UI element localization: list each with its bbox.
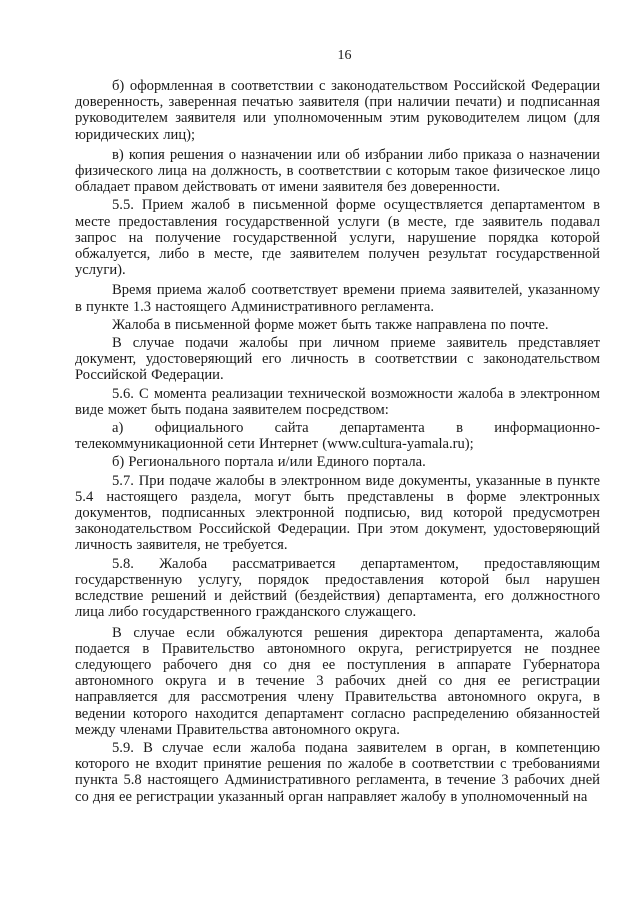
paragraph-5-8: 5.8. Жалоба рассматривается департаментом, предоставляющим государственную услугу, порядок предоставления которой был нарушен вследствие решений и действий (бездействия) департамента, его должностного лица либо государственного гражданского служащего.	[75, 555, 600, 621]
page-number: 16	[337, 48, 352, 63]
paragraph-official-site: а) официального сайта департамента в информационно-телекоммуникационной сети Интернет (www.cultura-yamala.ru);	[75, 420, 600, 453]
paragraph-appointment-copy: в) копия решения о назначении или об избрании либо приказа о назначении физического лица на должность, в соответствии с которым такое физическое лицо обладает правом действовать от имени заявителя без доверенности.	[75, 146, 600, 196]
paragraph-5-6: 5.6. С момента реализации технической возможности жалоба в электронном виде может быть подана заявителем посредством:	[75, 385, 600, 418]
paragraph-personal-reception: В случае подачи жалобы при личном приеме заявитель представляет документ, удостоверяющий его личность в соответствии с законодательством Российской Федерации.	[75, 335, 600, 384]
paragraph-portal: б) Регионального портала и/или Единого портала.	[112, 454, 426, 471]
paragraph-5-5: 5.5. Прием жалоб в письменной форме осуществляется департаментом в месте предоставления государственной услуги (в месте, где заявитель подавал запрос на получение государственной услуги, нарушение порядка которой обжалуется, либо в месте, где заявителем получен результат государственной услуги).	[75, 197, 600, 279]
paragraph-power-of-attorney: б) оформленная в соответствии с законодательством Российской Федерации доверенность, заверенная печатью заявителя (при наличии печати) и подписанная руководителем заявителя или уполномоченным этим руководителем лицом (для юридических лиц);	[75, 78, 600, 143]
paragraph-by-mail: Жалоба в письменной форме может быть также направлена по почте.	[112, 316, 549, 333]
paragraph-5-9: 5.9. В случае если жалоба подана заявителем в орган, в компетенцию которого не входит принятие решения по жалобе в соответствии с требованиями пункта 5.8 настоящего Административного регламента, в течение 3 рабочих дней со дня ее регистрации указанный орган направляет жалобу в уполномоченный на	[75, 739, 600, 805]
paragraph-reception-time: Время приема жалоб соответствует времени приема заявителей, указанному в пункте 1.3 настоящего Административного регламента.	[75, 282, 600, 315]
paragraph-director-decision: В случае если обжалуются решения директора департамента, жалоба подается в Правительство автономного округа, регистрируется не позднее следующего рабочего дня со дня ее поступления в аппарате Губернатора автономного округа и в течение 3 рабочих дней со дня ее регистрации направляется для рассмотрения члену Правительства автономного округа, в ведении которого находится департамент согласно распределению обязанностей между членами Правительства автономного округа.	[75, 624, 600, 738]
paragraph-5-7: 5.7. При подаче жалобы в электронном виде документы, указанные в пункте 5.4 настоящего раздела, могут быть представлены в форме электронных документов, подписанных электронной подписью, вид которой предусмотрен законодательством Российской Федерации. При этом документ, удостоверяющий личность заявителя, не требуется.	[75, 472, 600, 554]
